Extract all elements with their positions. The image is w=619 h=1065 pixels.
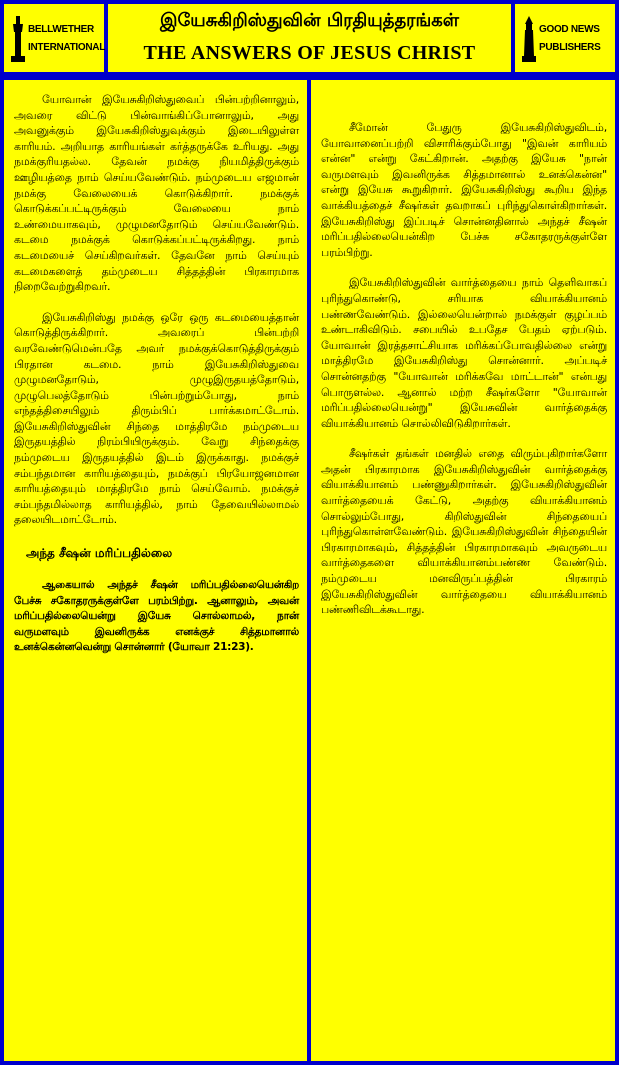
body-paragraph: இயேசுகிறிஸ்துவின் வார்த்தையை நாம் தெளிவாகப் புரிந்துகொண்டு, சரியாக வியாக்கியானம் பண்ணவேண்டும். இல்லையென்றால் நமக்குள் குழப்பம் உண்டாகிவிடும். சபையில் உபதேச பேதம் ஏற்படும். யோவான் இரத்தசாட்சியாக மரிக்கப்போவதில்லை என்று மாத்திரமே இயேசுகிறிஸ்து சொன்னார். அப்படிச் சொன்னதற்கு "யோவான் மரிக்கவே மாட்டான்" என்பது பொருளல்ல. ஆனால் மற்ற சீஷர்களோ "யோவான் மரிப்பதில்லையென்று" இயேசுவின் வார்த்தைக்கு வியாக்கியானம் சொல்லிவிடுகிறார்கள். xyxy=(321,276,607,430)
section-heading: அந்த சீஷன் மரிப்பதில்லை xyxy=(26,546,173,561)
title-box xyxy=(108,4,511,72)
content-frame xyxy=(0,76,619,1065)
good-news-logo xyxy=(521,12,609,64)
right-logo-box xyxy=(515,4,615,72)
bell-tower-icon xyxy=(10,16,26,62)
left-column xyxy=(4,80,307,1061)
logo-line-1: BELLWETHER xyxy=(28,24,94,35)
left-logo-box xyxy=(4,4,104,72)
bellwether-logo xyxy=(10,12,106,64)
logo-line-2: INTERNATIONAL xyxy=(28,42,106,53)
body-paragraph: சீமோன் பேதுரு இயேசுகிறிஸ்துவிடம், யோவானைப்பற்றி விசாரிக்கும்போது "இவன் காரியம் என்ன" என்று கேட்கிறான். அதற்கு இயேசு "நான் வருமளவும் இவனிருக்க சித்தமானால் உனக்கென்ன" என்று இயேசு கூறுகிறார். இயேசுகிறிஸ்து கூறிய இந்த வாக்கியத்தைச் சீஷர்கள் தவறாகப் புரிந்துகொள்கிறார்கள். இயேசுகிறிஸ்து இப்படிச் சொன்னதினால் அந்தச் சீஷன் மரிப்பதில்லையென்கிற பேச்சு சகோதரருக்குள்ளே பரம்பிற்று. xyxy=(321,121,607,259)
scripture-quote: ஆகையால் அந்தச் சீஷன் மரிப்பதில்லையென்கிற பேச்சு சகோதரருக்குள்ளே பரம்பிற்று. ஆனாலும், அவன் மரிப்பதில்லையென்று இயேசு சொல்லாமல், நான் வருமளவும் இவனிருக்க எனக்குச் சித்தமானால் உனக்கென்னவென்று சொன்னார் (யோவா 21:23). xyxy=(14,579,299,654)
body-paragraph: இயேசுகிறிஸ்து நமக்கு ஒரே ஒரு கடமையைத்தான் கொடுத்திருக்கிறார். அவரைப் பின்பற்றி வரவேண்டுமென்பதே அவர் நமக்குக்கொடுத்திருக்கும் பிரதான கடமை. நாம் இயேசுகிறிஸ்துவை முழுமனதோடும், முழுஇருதயத்தோடும், முழுபெலத்தோடும் பின்பற்றும்போது, நாம் எந்தத்திசையிலும் திரும்பிப் பார்க்கமாட்டோம். இயேசுகிறிஸ்துவின் சிந்தை மாத்திரமே நம்முடைய இருதயத்தில் நிரம்பியிருக்கும். வேறு சிந்தைக்கு நம்முடைய இருதயத்தில் இடம் இருக்காது. நமக்குச் சம்பந்தமான காரியத்தையும், நமக்குப் பிரயோஜனமான காரியத்தையும் மாத்திரமே நாம் செய்வோம். நமக்குச் சம்பந்தமில்லாத காரியத்தில், நாம் தேவையில்லாமல் தலையிடமாட்டோம். xyxy=(14,310,299,527)
header-band xyxy=(0,0,619,76)
lighthouse-icon xyxy=(521,16,537,62)
logo-line-1: GOOD NEWS xyxy=(539,24,600,35)
logo-line-2: PUBLISHERS xyxy=(539,42,601,53)
body-paragraph: சீஷர்கள் தங்கள் மனதில் எதை விரும்புகிறார்களோ அதன் பிரகாரமாக இயேசுகிறிஸ்துவின் வார்த்தைக்கு வியாக்கியானம் பண்ணுகிறார்கள். இயேசுகிறிஸ்துவின் வார்த்தையைக் கேட்டு, அதற்கு வியாக்கியானம் சொல்லும்போது, கிறிஸ்துவின் சிந்தையைப் புரிந்துகொள்ளவேண்டும். இயேசுகிறிஸ்துவின் சிந்தையின் பிரகாரமாகவும், சித்தத்தின் பிரகாரமாகவும் அவருடைய வார்த்தைகளை வியாக்கியானம்பண்ண வேண்டும். நம்முடைய மனவிருப்பத்தின் பிரகாரம் இயேசுகிறிஸ்துவின் வார்த்தையை வியாக்கியானம் பண்ணிவிடக்கூடாது. xyxy=(321,447,607,617)
title-tamil: இயேசுகிறிஸ்துவின் பிரதியுத்தரங்கள் xyxy=(159,10,459,31)
right-column xyxy=(311,80,615,1061)
body-paragraph: யோவான் இயேசுகிறிஸ்துவைப் பின்பற்றினாலும், அவரை விட்டு பின்வாங்கிப்போனாலும், அது அவனுக்கும் இயேசுகிறிஸ்துவுக்கும் இடையிலுள்ள காரியம். அறியாத காரியங்கள் கர்த்தருக்கே உரியது. அது நமக்குரியதல்ல. தேவன் நமக்கு நியமித்திருக்கும் ஊழியத்தை நாம் செய்யவேண்டும். நம்முடைய எஜமான் நமக்கு வேலையைக் கொடுக்கிறார். நமக்குக் கொடுக்கப்பட்டிருக்கும் வேலையை நாம் உண்மையாகவும், முழுமனதோடும் செய்யவேண்டும். கடமை நமக்குக் கொடுக்கப்பட்டிருக்கிறது. நாம் கடமையைச் செய்கிறவர்கள். தேவனே நாம் செய்யும் கடமைகளைத் தம்முடைய சித்தத்தின் பிரகாரமாக நிறைவேற்றுகிறவர். xyxy=(14,93,299,294)
title-english: THE ANSWERS OF JESUS CHRIST xyxy=(143,42,476,64)
